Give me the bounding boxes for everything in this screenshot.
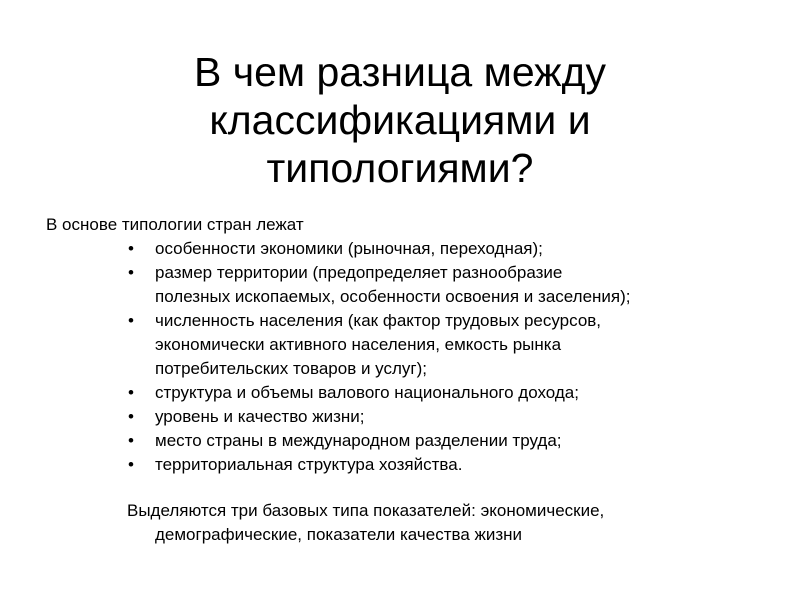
list-item [46, 237, 746, 261]
bullet-icon: • [128, 239, 134, 258]
list-item-text: место страны в международном разделении труда; [155, 431, 562, 450]
bullet-icon: • [128, 455, 134, 474]
bullet-icon: • [128, 383, 134, 402]
list-item-text: размер территории (предопределяет разнообразие [155, 263, 563, 282]
outro-text [46, 499, 746, 547]
list-item-text: уровень и качество жизни; [155, 407, 365, 426]
list-item [46, 429, 746, 453]
bullet-icon: • [128, 431, 134, 450]
list-item [46, 261, 746, 309]
list-item-text: потребительских товаров и услуг); [155, 359, 427, 378]
list-item-text: полезных ископаемых, особенности освоения и заселения); [155, 287, 631, 306]
bullet-list [46, 237, 746, 477]
title-line: В чем разница между [193, 49, 607, 95]
list-item-text: численность населения (как фактор трудовых ресурсов, [155, 311, 602, 330]
list-item [46, 405, 746, 429]
list-item-text: особенности экономики (рыночная, переходная); [155, 239, 543, 258]
outro-line: Выделяются три базовых типа показателей: экономические, [127, 501, 605, 520]
outro-line: демографические, показатели качества жизни [155, 525, 523, 544]
bullet-icon: • [128, 263, 134, 282]
list-item-text: экономически активного населения, емкость рынка [155, 335, 562, 354]
list-item [46, 309, 746, 381]
slide-body [46, 213, 746, 547]
list-item [46, 381, 746, 405]
intro-text: В основе типологии стран лежат [46, 215, 304, 234]
title-line: классификациями и [209, 97, 591, 143]
list-item-text: структура и объемы валового национального дохода; [155, 383, 579, 402]
bullet-icon: • [128, 311, 134, 330]
list-item-text: территориальная структура хозяйства. [155, 455, 463, 474]
title-line: типологиями? [266, 145, 534, 191]
bullet-icon: • [128, 407, 134, 426]
list-item [46, 453, 746, 477]
slide-title [80, 48, 720, 192]
